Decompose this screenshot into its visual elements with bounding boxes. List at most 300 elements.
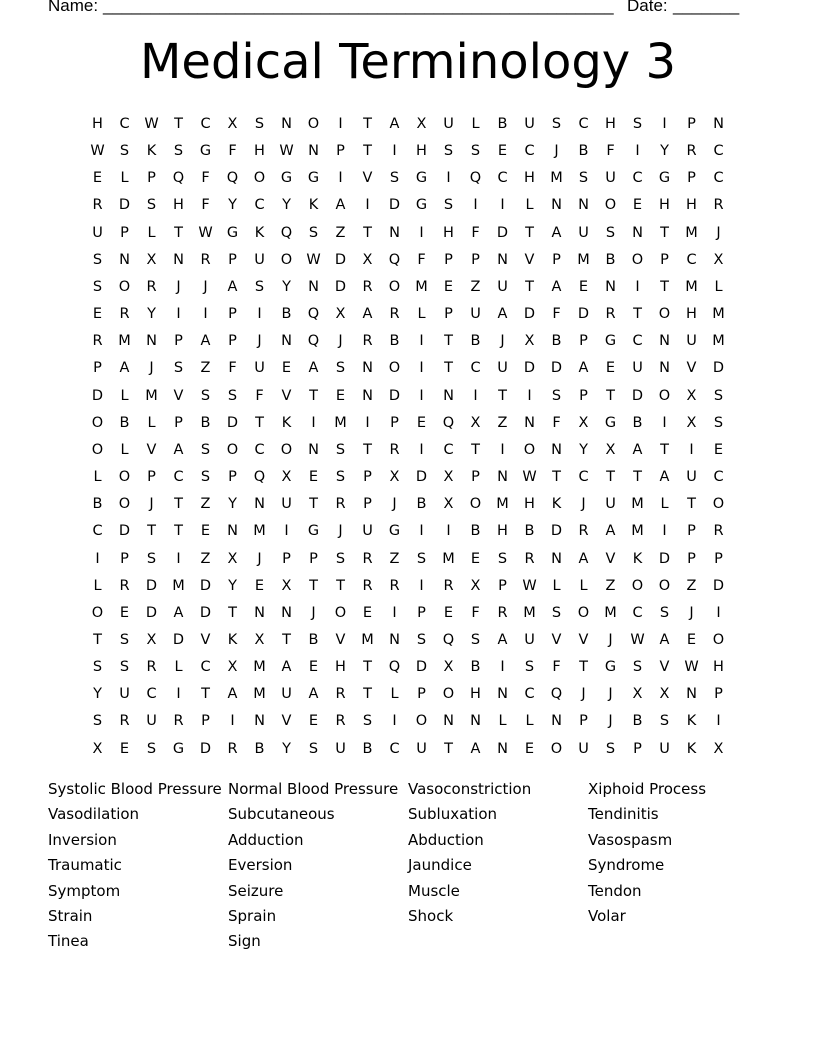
grid-letter: M [253,523,266,540]
word-list-item: Sprain [228,906,277,925]
grid-letter: Z [200,496,211,513]
grid-letter: B [416,496,427,513]
grid-letter: Q [307,306,320,323]
grid-letter: T [309,387,318,404]
grid-letter: M [685,224,698,241]
grid-letter: J [176,278,181,295]
grid-letter: X [713,740,724,757]
grid-letter: Q [253,469,266,486]
grid-letter: B [497,116,508,132]
grid-letter: J [311,604,316,621]
grid-letter: U [605,170,616,187]
grid-letter: L [120,170,129,187]
grid-letter: E [578,278,589,295]
grid-letter: P [687,116,696,132]
grid-letter: Q [442,414,455,431]
grid-letter: Q [280,224,293,241]
grid-letter: L [147,414,156,431]
grid-letter: T [363,224,372,241]
grid-letter: N [308,143,319,160]
grid-letter: B [632,414,643,431]
grid-letter: D [712,360,725,377]
grid-letter: L [714,278,723,295]
grid-letter: X [659,686,670,703]
grid-letter: O [118,469,131,486]
grid-letter: A [173,441,184,458]
grid-letter: C [254,197,265,214]
grid-letter: D [199,577,212,594]
worksheet-header [48,0,740,20]
grid-letter: M [577,251,590,268]
grid-letter: U [659,740,670,757]
grid-letter: J [257,550,262,567]
grid-letter: N [713,116,724,132]
grid-letter: J [500,333,505,350]
grid-letter: S [632,659,643,676]
grid-letter: Q [469,170,482,187]
grid-letter: X [470,577,481,594]
grid-letter: Q [442,631,455,648]
grid-letter: G [415,197,428,214]
grid-letter: B [470,333,481,350]
grid-letter: N [227,523,238,540]
grid-letter: A [497,631,508,648]
grid-letter: T [363,441,372,458]
grid-letter: M [712,333,725,350]
grid-letter: E [416,414,427,431]
grid-letter: U [524,116,535,132]
grid-letter: D [577,306,590,323]
grid-letter: B [200,414,211,431]
grid-letter: B [551,333,562,350]
grid-letter: O [658,306,671,323]
grid-letter: E [524,740,535,757]
grid-letter: C [632,333,643,350]
grid-letter: N [119,251,130,268]
grid-letter: A [335,197,346,214]
word-list-item: Strain [48,906,93,925]
grid-letter: G [307,170,320,187]
grid-letter: E [119,604,130,621]
grid-letter: E [308,469,319,486]
grid-letter: I [419,441,424,458]
grid-letter: Z [335,224,346,241]
grid-letter: V [524,251,535,268]
grid-letter: J [203,278,208,295]
grid-letter: C [713,469,724,486]
grid-letter: F [228,143,237,160]
grid-letter: N [497,251,508,268]
grid-letter: X [389,469,400,486]
grid-letter: P [444,251,453,268]
grid-letter: V [146,441,157,458]
grid-letter: S [605,224,616,241]
grid-letter: I [446,523,451,540]
grid-letter: F [552,414,561,431]
grid-letter: C [578,469,589,486]
word-list-item: Tendon [588,881,642,900]
grid-letter: Y [228,496,237,513]
page-title: Medical Terminology 3 [140,34,676,90]
grid-letter: C [200,659,211,676]
grid-letter: J [716,224,721,241]
grid-letter: T [174,523,183,540]
grid-letter: O [307,116,320,132]
grid-letter: S [416,550,427,567]
word-list-item: Xiphoid Process [588,780,707,798]
grid-letter: I [203,306,208,323]
grid-letter: Y [147,306,156,323]
grid-letter: B [632,713,643,730]
grid-letter: S [713,387,724,404]
grid-letter: Y [93,686,102,703]
grid-letter: P [174,333,183,350]
grid-letter: E [713,441,724,458]
grid-letter: J [338,333,343,350]
grid-letter: N [551,197,562,214]
grid-letter: Z [389,550,400,567]
word-list-item: Volar [588,906,626,925]
grid-letter: F [417,251,426,268]
grid-letter: N [443,387,454,404]
grid-letter: J [608,631,613,648]
grid-letter: O [469,496,482,513]
grid-letter: S [470,631,481,648]
grid-letter: W [279,143,294,160]
grid-letter: P [120,550,129,567]
grid-letter: T [309,496,318,513]
grid-letter: A [173,604,184,621]
word-list-item: Sign [228,932,261,951]
grid-letter: O [415,713,428,730]
grid-letter: M [496,496,509,513]
grid-letter: C [200,116,211,132]
grid-letter: D [91,387,104,404]
grid-letter: U [362,523,373,540]
grid-letter: M [253,659,266,676]
grid-letter: I [176,686,181,703]
grid-letter: R [389,441,400,458]
grid-letter: X [92,740,103,757]
grid-letter: D [334,278,347,295]
grid-letter: H [524,170,535,187]
grid-letter: R [335,713,346,730]
grid-letter: S [713,414,724,431]
grid-letter: U [524,631,535,648]
grid-letter: S [200,469,211,486]
grid-letter: X [254,631,265,648]
grid-letter: S [416,631,427,648]
grid-letter: L [660,496,669,513]
grid-letter: M [118,333,131,350]
grid-letter: P [417,604,426,621]
grid-letter: T [174,224,183,241]
grid-letter: C [497,170,508,187]
grid-letter: T [363,116,372,132]
grid-letter: I [419,523,424,540]
grid-letter: Q [226,170,239,187]
grid-letter: B [578,143,589,160]
grid-letter: A [227,686,238,703]
word-search-grid [84,114,732,766]
grid-letter: Z [686,577,697,594]
grid-letter: C [443,441,454,458]
grid-letter: E [443,278,454,295]
grid-letter: G [172,740,185,757]
grid-letter: M [415,278,428,295]
grid-letter: X [524,333,535,350]
date-blank-line: _______ [673,0,740,15]
grid-letter: I [176,550,181,567]
grid-letter: P [498,577,507,594]
grid-letter: U [497,360,508,377]
grid-letter: A [362,306,373,323]
grid-letter: I [446,170,451,187]
grid-letter: J [149,360,154,377]
grid-letter: T [444,360,453,377]
grid-letter: P [660,251,669,268]
grid-letter: T [552,469,561,486]
grid-letter: E [281,360,292,377]
grid-letter: T [147,523,156,540]
grid-letter: F [228,360,237,377]
grid-letter: A [497,306,508,323]
grid-letter: U [146,713,157,730]
grid-letter: T [336,577,345,594]
grid-letter: P [282,550,291,567]
grid-letter: U [578,224,589,241]
grid-letter: Y [228,577,237,594]
grid-letter: X [227,116,238,132]
grid-letter: T [660,224,669,241]
grid-letter: X [362,251,373,268]
name-label: Name: [48,0,99,15]
grid-letter: I [662,414,667,431]
grid-letter: S [605,740,616,757]
grid-letter: A [632,441,643,458]
grid-letter: T [525,224,534,241]
grid-letter: R [173,713,184,730]
grid-letter: G [658,170,671,187]
grid-letter: P [579,713,588,730]
grid-letter: M [604,604,617,621]
grid-letter: S [200,387,211,404]
grid-letter: S [119,143,130,160]
grid-letter: O [604,197,617,214]
grid-letter: M [361,631,374,648]
grid-letter: C [578,116,589,132]
grid-letter: I [419,224,424,241]
grid-letter: L [471,116,480,132]
grid-letter: D [415,659,428,676]
grid-letter: M [253,686,266,703]
grid-letter: X [443,496,454,513]
grid-letter: N [254,604,265,621]
grid-letter: T [174,116,183,132]
grid-letter: P [444,306,453,323]
grid-letter: P [687,170,696,187]
grid-letter: W [522,469,537,486]
grid-letter: B [281,306,292,323]
grid-letter: Z [605,577,616,594]
grid-letter: O [442,686,455,703]
grid-letter: G [226,224,239,241]
grid-letter: T [471,441,480,458]
grid-letter: X [605,441,616,458]
word-list-item: Subcutaneous [228,805,335,824]
grid-letter: I [419,360,424,377]
grid-letter: W [522,577,537,594]
grid-letter: O [577,604,590,621]
grid-letter: T [660,441,669,458]
grid-letter: I [716,604,721,621]
word-list-item: Abduction [408,830,484,849]
grid-letter: Q [172,170,185,187]
grid-letter: K [254,224,265,241]
grid-letter: O [118,496,131,513]
grid-letter: E [308,659,319,676]
grid-letter: I [689,441,694,458]
grid-letter: A [605,523,616,540]
grid-letter: O [118,278,131,295]
grid-letter: E [335,387,346,404]
grid-letter: G [199,143,212,160]
grid-letter: R [605,306,616,323]
grid-letter: L [417,306,426,323]
grid-letter: D [199,604,212,621]
grid-letter: X [146,251,157,268]
grid-letter: R [713,523,724,540]
grid-letter: G [415,170,428,187]
grid-letter: B [92,496,103,513]
grid-letter: R [227,740,238,757]
grid-letter: S [632,116,643,132]
grid-letter: C [713,143,724,160]
grid-letter: D [388,387,401,404]
grid-letter: D [118,523,131,540]
grid-letter: S [443,197,454,214]
grid-letter: P [309,550,318,567]
grid-letter: N [686,686,697,703]
grid-letter: O [658,577,671,594]
grid-letter: N [497,469,508,486]
grid-letter: Q [388,659,401,676]
grid-letter: O [91,604,104,621]
word-list-item: Shock [408,906,454,925]
grid-letter: N [146,333,157,350]
grid-letter: Z [200,550,211,567]
grid-letter: P [714,550,723,567]
grid-letter: O [712,496,725,513]
grid-letter: E [254,577,265,594]
grid-letter: A [551,224,562,241]
grid-letter: N [281,604,292,621]
grid-letter: D [334,251,347,268]
grid-letter: B [524,523,535,540]
grid-letter: T [498,387,507,404]
grid-letter: J [257,333,262,350]
grid-letter: S [146,197,157,214]
grid-letter: U [605,496,616,513]
grid-letter: A [659,469,670,486]
grid-letter: T [228,604,237,621]
grid-letter: L [120,441,129,458]
word-list-item: Adduction [228,830,304,849]
grid-letter: N [173,251,184,268]
grid-letter: E [443,604,454,621]
grid-letter: V [605,550,616,567]
grid-letter: S [308,224,319,241]
grid-letter: O [388,278,401,295]
grid-letter: D [658,550,671,567]
grid-letter: B [119,414,130,431]
grid-letter: B [470,523,481,540]
grid-letter: S [335,469,346,486]
grid-letter: C [632,170,643,187]
grid-letter: B [254,740,265,757]
date-label: Date: [627,0,668,15]
grid-letter: N [632,224,643,241]
grid-letter: F [255,387,264,404]
grid-letter: W [684,659,699,676]
grid-letter: X [227,659,238,676]
grid-letter: S [92,278,103,295]
grid-letter: T [444,740,453,757]
grid-letter: A [389,116,400,132]
grid-letter: R [119,577,130,594]
grid-letter: I [635,278,640,295]
word-list-item: Symptom [48,881,121,900]
grid-letter: X [281,577,292,594]
grid-letter: Y [660,143,669,160]
grid-letter: X [713,251,724,268]
grid-letter: K [308,197,319,214]
grid-letter: V [686,360,697,377]
grid-letter: H [497,523,508,540]
grid-letter: S [497,550,508,567]
grid-letter: O [631,577,644,594]
grid-letter: I [500,441,505,458]
grid-letter: L [93,469,102,486]
grid-letter: J [689,604,694,621]
grid-letter: X [686,414,697,431]
grid-letter: G [307,523,320,540]
grid-letter: G [604,659,617,676]
grid-letter: P [228,306,237,323]
grid-letter: I [419,333,424,350]
grid-letter: K [632,550,643,567]
grid-letter: O [226,441,239,458]
grid-letter: T [201,686,210,703]
grid-letter: U [92,224,103,241]
grid-letter: E [92,170,103,187]
grid-letter: L [93,577,102,594]
grid-letter: Z [200,360,211,377]
grid-letter: P [228,251,237,268]
grid-letter: I [392,143,397,160]
grid-letter: D [415,469,428,486]
grid-letter: S [551,604,562,621]
grid-letter: S [470,143,481,160]
grid-letter: P [147,170,156,187]
grid-letter: O [631,251,644,268]
grid-letter: S [551,116,562,132]
grid-letter: H [416,143,427,160]
grid-letter: V [335,631,346,648]
grid-letter: N [362,387,373,404]
grid-letter: R [146,659,157,676]
grid-letter: X [146,631,157,648]
